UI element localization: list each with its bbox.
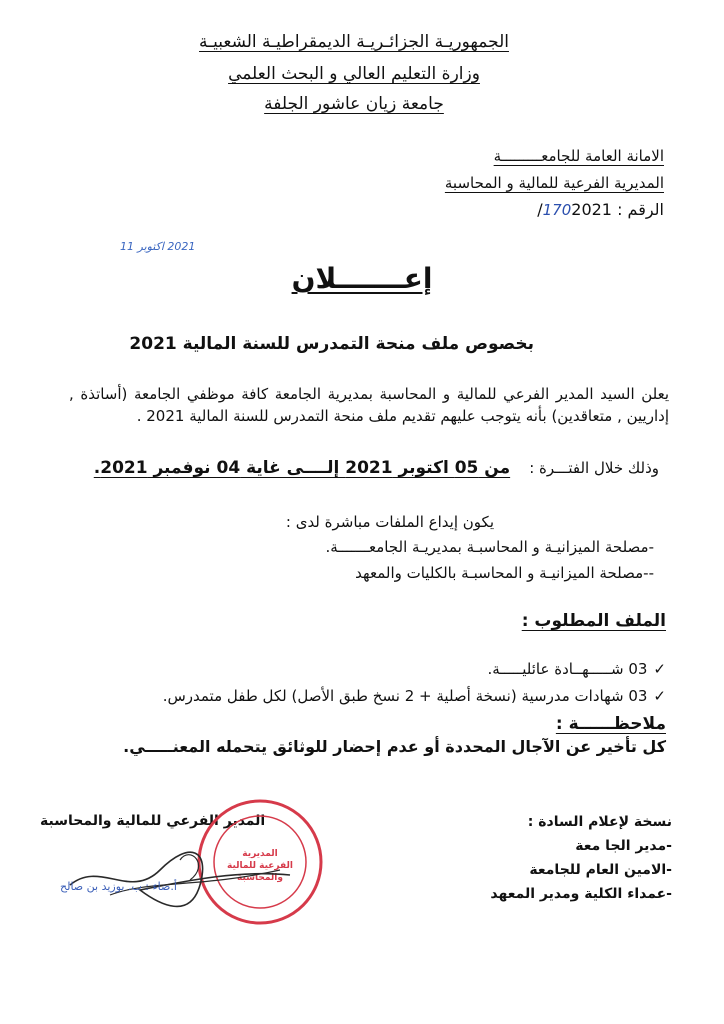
copy-recipient-deans: -عمداء الكلية ومدير المعهد (490, 886, 672, 902)
announcement-paragraph: يعلن السيد المدير الفرعي للمالية و المحاسبة بمديرية الجامعة كافة موظفي الجامعة (أساتذة , إداريين , متعاقدين) بأنه يتوجب عليهم تقديم ملف منحة التمدرس للسنة المالية 2021 . (69, 385, 669, 425)
required-item-text: 03 شهادات مدرسية (نسخة أصلية + 2 نسخ طبق الأصل) لكل طفل متمدرس. (162, 687, 648, 705)
svg-text:المديرية: المديرية (242, 849, 278, 859)
deposit-item-faculties: --مصلحة الميزانيـة و المحاسبـة بالكليات والمعهد (355, 564, 654, 582)
required-item-text: 03 شـــــهــادة عائليـــــة. (487, 660, 648, 678)
subject-line: بخصوص ملف منحة التمدرس للسنة المالية 2021 (129, 334, 534, 354)
required-file-heading: الملف المطلوب : (521, 611, 666, 631)
reference-number (537, 200, 664, 219)
svg-text:الفرعية للمالية: الفرعية للمالية (227, 861, 293, 871)
period-dates: من 05 اكتوبر 2021 إلــــى غاية 04 نوفمبر 2021. (93, 458, 511, 478)
copies-heading: نسخة لإعلام السادة : (527, 814, 672, 830)
reference-label: الرقم : (617, 200, 664, 219)
handwritten-signature (50, 840, 320, 910)
copy-recipient-director: -مدير الجا معة (575, 838, 672, 854)
header-republic: الجمهوريـة الجزائـريـة الديمقراطيـة الشعبيـة (199, 32, 509, 52)
period-line (94, 458, 659, 478)
reference-handwritten-number: 170 (542, 201, 572, 219)
required-item-school-certificates (163, 687, 666, 705)
header-ministry: وزارة التعليم العالي و البحث العلمي (228, 64, 480, 84)
signer-name: أ.ضاء : ب. بوزيد بن صالح (60, 880, 177, 893)
check-icon: ✓ (653, 687, 666, 705)
copy-recipient-secretary-general: -الامين العام للجامعة (529, 862, 672, 878)
period-label: وذلك خلال الفتـــرة : (529, 459, 659, 477)
check-icon: ✓ (653, 660, 666, 678)
note-text: كل تأخير عن الآجال المحددة أو عدم إحضار للوثائق يتحمله المعنـــــي. (123, 737, 666, 756)
signatory-title: المدير الفرعي للمالية والمحاسبة (40, 813, 266, 829)
required-item-family-certificate (487, 660, 666, 678)
deposit-item-university: -مصلحة الميزانيـة و المحاسبـة بمديريـة الجامعـــــــة. (325, 538, 654, 556)
reference-year: 2021/ (537, 200, 612, 219)
note-heading: ملاحظــــــة : (555, 714, 666, 734)
admin-secretariat: الامانة العامة للجامعـــــــــة (493, 147, 664, 165)
header-university: جامعة زيان عاشور الجلفة (264, 94, 444, 114)
deposit-intro: يكون إيداع الملفات مباشرة لدى : (285, 513, 494, 531)
svg-text:والمحاسبة: والمحاسبة (237, 873, 283, 883)
announcement-title: إعـــــــلان (291, 262, 433, 295)
date-stamp: 2021 اكتوبر 11 (120, 240, 196, 253)
admin-subdirectorate: المديرية الفرعية للمالية و المحاسبة (444, 174, 664, 192)
